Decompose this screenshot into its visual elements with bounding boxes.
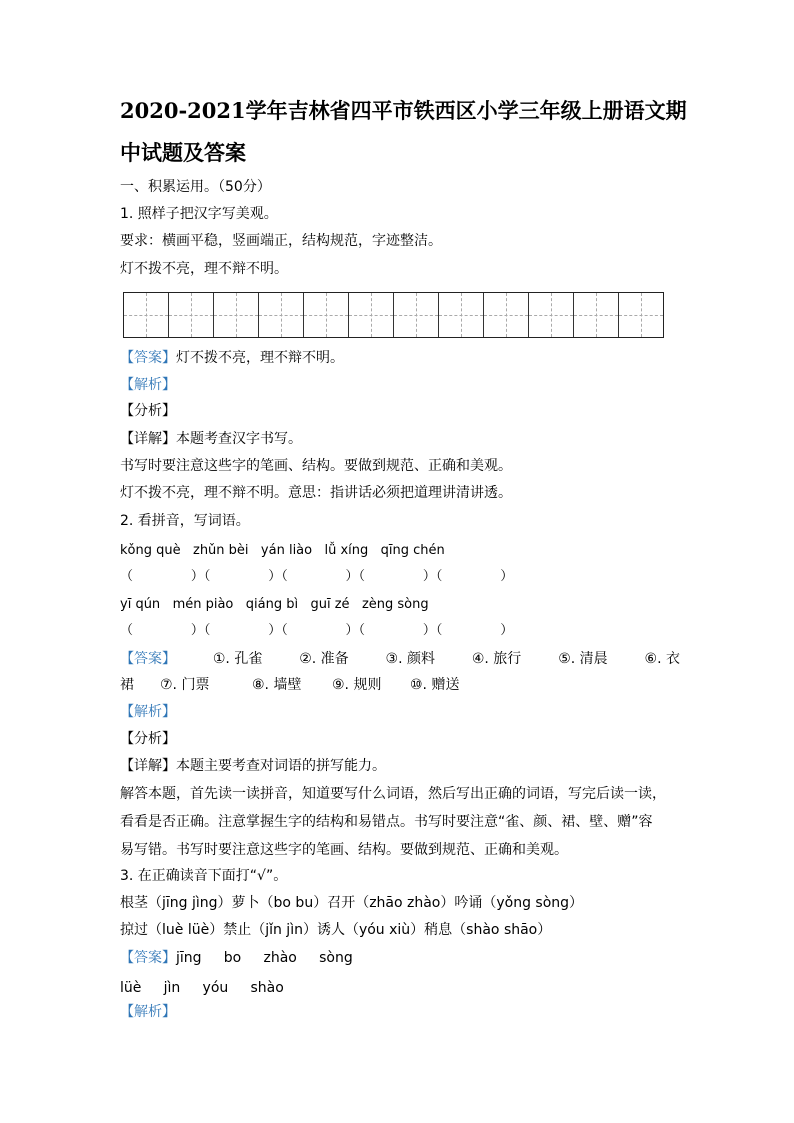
q2-explain-2: 看看是否正确。注意掌握生字的结构和易错点。书写时要注意“雀、颜、裙、壁、赠”容 xyxy=(120,814,653,830)
q3-line2: 掠过（luè lüè）禁止（jǐn jìn）诱人（yóu xiù）稍息（shào shāo） xyxy=(120,922,552,938)
analysis-tag: 【解析】 xyxy=(120,704,176,720)
detail-tag: 【详解】 xyxy=(120,431,176,447)
answer-item: ④. 旅行 xyxy=(471,651,522,667)
answer-tag: 【答案】 xyxy=(120,350,176,366)
q3-stem: 3. 在正确读音下面打“√”。 xyxy=(120,868,288,884)
writing-grid xyxy=(123,292,664,338)
grid-cell xyxy=(169,293,214,337)
q1-sample: 灯不拨不亮，理不辩不明。 xyxy=(120,261,288,277)
answer-tag: 【答案】 xyxy=(120,950,176,966)
answer-text: jīng bo zhào sòng xyxy=(176,950,353,966)
answer-item: ⑥. 衣 xyxy=(644,651,680,667)
answer-text: 灯不拨不亮，理不辩不明。 xyxy=(176,350,344,366)
q2-pinyin-row2: yī qún mén piào qiáng bì guī zé zèng sòng xyxy=(120,597,429,612)
grid-cell xyxy=(619,293,663,337)
grid-cell xyxy=(394,293,439,337)
grid-cell xyxy=(574,293,619,337)
q3-line1: 根茎（jīng jìng）萝卜（bo bu）召开（zhāo zhào）吟诵（yǒng sòng） xyxy=(120,895,584,911)
grid-cell xyxy=(124,293,169,337)
q2-blanks-row2: （ ）（ ）（ ）（ ）（ ） xyxy=(120,623,514,638)
doc-title-line2: 中试题及答案 xyxy=(120,140,246,165)
doc-title-line1: 2020-2021学年吉林省四平市铁西区小学三年级上册语文期 xyxy=(120,98,687,123)
detail-tag: 【详解】 xyxy=(120,758,176,774)
detail-text: 本题主要考查对词语的拼写能力。 xyxy=(176,758,386,774)
q2-stem: 2. 看拼音，写词语。 xyxy=(120,513,250,529)
q1-requirement: 要求：横画平稳，竖画端正，结构规范，字迹整洁。 xyxy=(120,233,442,249)
q3-answer-2: lüè jìn yóu shào xyxy=(120,980,284,996)
detail-text: 本题考查汉字书写。 xyxy=(176,431,302,447)
answer-item: 裙 xyxy=(120,677,134,693)
q1-stem: 1. 照样子把汉字写美观。 xyxy=(120,206,278,222)
section-heading: 一、积累运用。（50分） xyxy=(120,179,271,195)
grid-cell xyxy=(529,293,574,337)
q2-explain-3: 易写错。书写时要注意这些字的笔画、结构。要做到规范、正确和美观。 xyxy=(120,842,568,858)
grid-cell xyxy=(349,293,394,337)
q2-blanks-row1: （ ）（ ）（ ）（ ）（ ） xyxy=(120,569,514,584)
q2-answer-row1 xyxy=(120,650,680,668)
q2-answer-row2 xyxy=(120,676,459,694)
q2-pinyin-row1: kǒng què zhǔn bèi yán liào lǚ xíng qīng chén xyxy=(120,543,445,558)
q1-explain-2: 灯不拨不亮，理不辩不明。意思：指讲话必须把道理讲清讲透。 xyxy=(120,485,512,501)
grid-cell xyxy=(439,293,484,337)
q3-answer xyxy=(120,949,353,967)
q1-explain-1: 书写时要注意这些字的笔画、结构。要做到规范、正确和美观。 xyxy=(120,458,512,474)
q2-detail xyxy=(120,757,386,775)
fenxi-tag: 【分析】 xyxy=(120,403,176,419)
fenxi-tag: 【分析】 xyxy=(120,731,176,747)
q1-detail xyxy=(120,430,302,448)
analysis-tag: 【解析】 xyxy=(120,1004,176,1020)
answer-item: ⑧. 墙壁 xyxy=(252,677,302,693)
answer-item: ⑩. 赠送 xyxy=(410,677,460,693)
answer-item: ②. 准备 xyxy=(299,651,349,667)
answer-item: ⑦. 门票 xyxy=(160,677,210,693)
answer-item: ⑤. 清晨 xyxy=(558,651,608,667)
grid-cell xyxy=(304,293,349,337)
answer-item: ③. 颜料 xyxy=(385,651,435,667)
grid-cell xyxy=(259,293,304,337)
answer-item: ①. 孔雀 xyxy=(212,651,263,667)
answer-item: ⑨. 规则 xyxy=(332,677,382,693)
grid-cell xyxy=(484,293,529,337)
grid-cell xyxy=(214,293,259,337)
answer-tag: 【答案】 xyxy=(120,651,176,667)
q2-explain-1: 解答本题，首先读一读拼音，知道要写什么词语，然后写出正确的词语，写完后读一读， xyxy=(120,786,666,802)
analysis-tag: 【解析】 xyxy=(120,377,176,393)
q1-answer xyxy=(120,349,344,367)
